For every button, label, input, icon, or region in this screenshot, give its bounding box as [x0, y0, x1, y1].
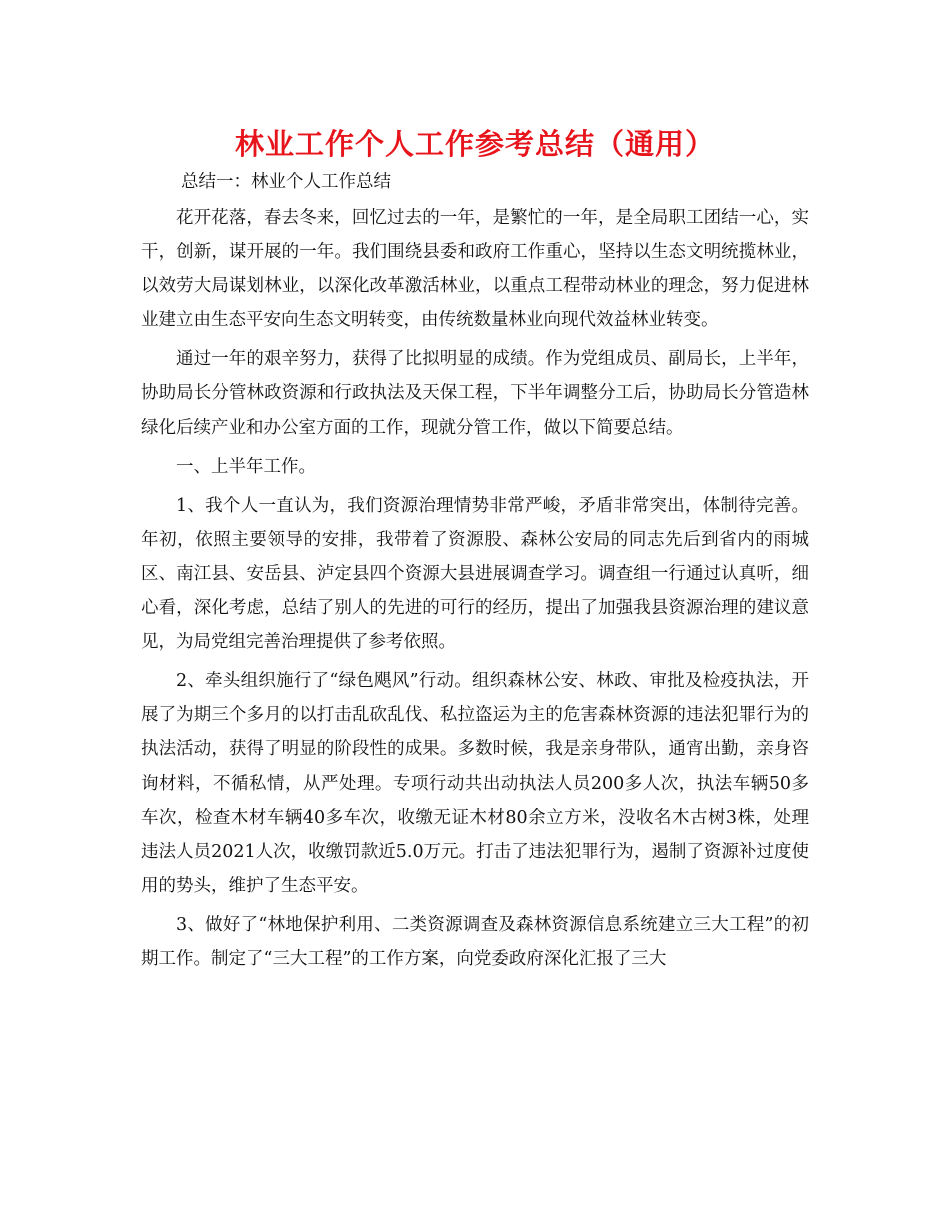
- document-title: 林业工作个人工作参考总结（通用）: [234, 127, 715, 161]
- paragraph-1: 花开花落，春去冬来，回忆过去的一年，是繁忙的一年，是全局职工团结一心，实干，创新，谋开展的一年。我们围绕县委和政府工作重心，坚持以生态文明统揽林业，以效劳大局谋划林业，以深化改革激活林业，以重点工程带动林业的理念，努力促进林业建立由生态平安向生态文明转变，由传统数量林业向现代效益林业转变。: [141, 208, 809, 331]
- paragraph-2: 通过一年的艰辛努力，获得了比拟明显的成绩。作为党组成员、副局长，上半年，协助局长分管林政资源和行政执法及天保工程，下半年调整分工后，协助局长分管造林绿化后续产业和办公室方面的工作，现就分管工作，做以下简要总结。: [141, 349, 809, 438]
- paragraph-5: 3、做好了“林地保护利用、二类资源调查及森林资源信息系统建立三大工程”的初期工作。制定了“三大工程”的工作方案，向党委政府深化汇报了三大: [141, 914, 809, 969]
- section-heading-1: 一、上半年工作。: [176, 456, 316, 477]
- paragraph-3: 1、我个人一直认为，我们资源治理情势非常严峻，矛盾非常突出，体制待完善。年初，依照主要领导的安排，我带着了资源股、森林公安局的同志先后到省内的雨城区、南江县、安岳县、泸定县四个资源大县进展调查学习。调查组一行通过认真听，细心看，深化考虑，总结了别人的先进的可行的经历，提出了加强我县资源治理的建议意见，为局党组完善治理提供了参考依照。: [141, 495, 809, 653]
- paragraph-4: 2、牵头组织施行了“绿色飓风”行动。组织森林公安、林政、审批及检疫执法，开展了为期三个多月的以打击乱砍乱伐、私拉盗运为主的危害森林资源的违法犯罪行为的执法活动，获得了明显的阶段性的成果。多数时候，我是亲身带队，通宵出勤，亲身咨询材料，不循私情，从严处理。专项行动共出动执法人员200多人次，执法车辆50多车次，检查木材车辆40多车次，收缴无证木材80余立方米，没收名木古树3株，处理违法人员2021人次，收缴罚款近5.0万元。打击了违法犯罪行为，遏制了资源补过度使用的势头，维护了生态平安。: [141, 671, 809, 896]
- document-body: [141, 201, 809, 976]
- document-subtitle: 总结一：林业个人工作总结: [181, 172, 391, 192]
